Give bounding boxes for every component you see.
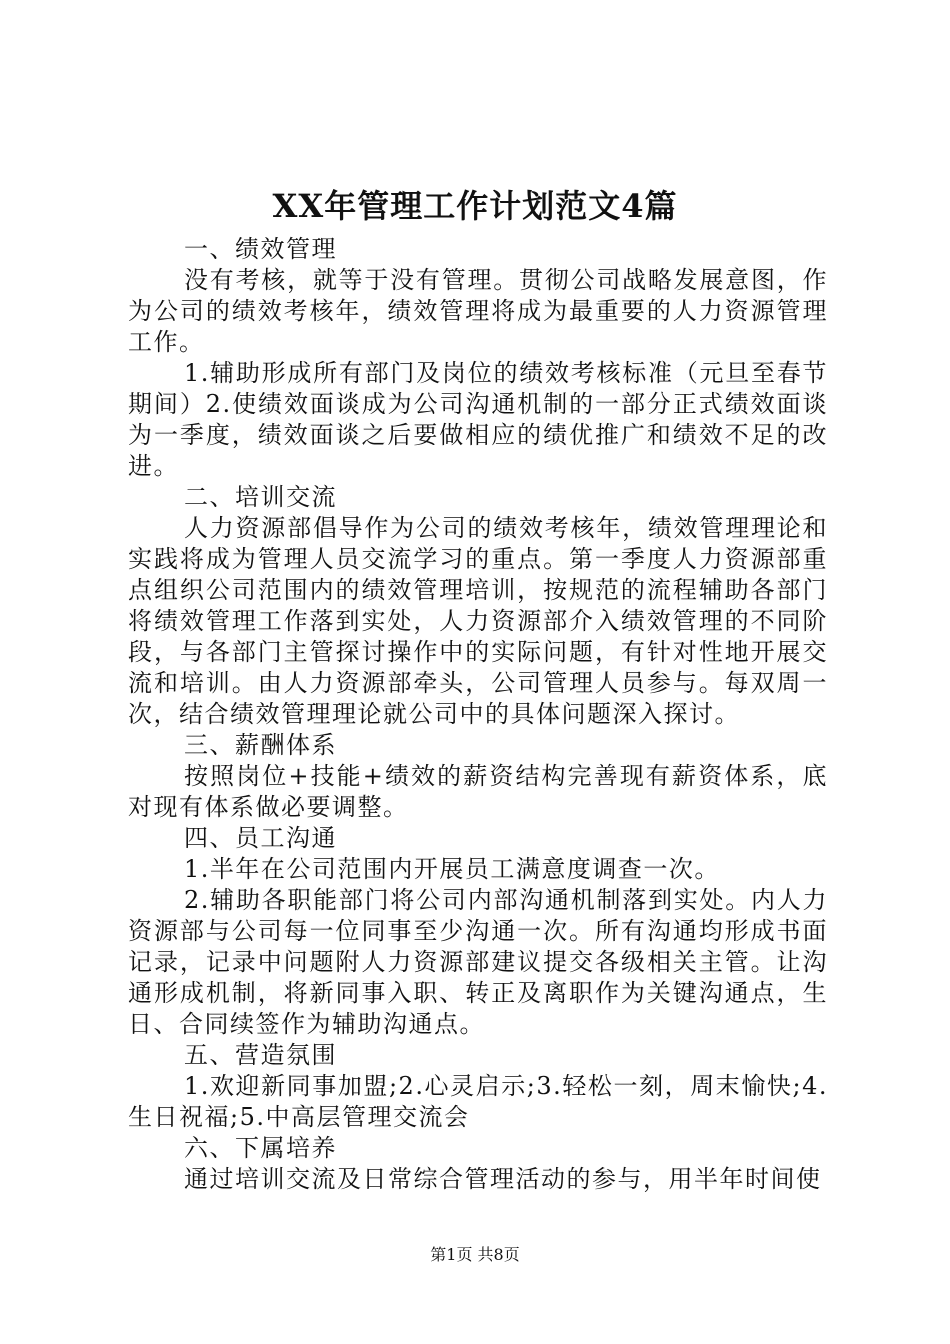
document-title: XX年管理工作计划范文4篇 xyxy=(272,187,678,225)
paragraph: 通过培训交流及日常综合管理活动的参与，用半年时间使 xyxy=(184,1165,822,1193)
paragraph: 1.半年在公司范围内开展员工满意度调查一次。 xyxy=(184,855,720,883)
section-heading-communication: 四、员工沟通 xyxy=(184,824,337,852)
section-heading-salary: 三、薪酬体系 xyxy=(184,731,337,759)
section-heading-performance: 一、绩效管理 xyxy=(184,235,337,263)
document-body xyxy=(128,234,828,1195)
section-heading-training: 二、培训交流 xyxy=(184,483,337,511)
page-number: 第1页 共8页 xyxy=(430,1245,520,1264)
paragraph: 1.欢迎新同事加盟;2.心灵启示;3.轻松一刻，周末愉快;4.生日祝福;5.中高层管理交流会 xyxy=(128,1072,828,1131)
section-heading-atmosphere: 五、营造氛围 xyxy=(184,1041,337,1069)
paragraph: 按照岗位+技能+绩效的薪资结构完善现有薪资体系，底对现有体系做必要调整。 xyxy=(128,762,828,821)
paragraph: 人力资源部倡导作为公司的绩效考核年，绩效管理理论和实践将成为管理人员交流学习的重点。第一季度人力资源部重点组织公司范围内的绩效管理培训，按规范的流程辅助各部门将绩效管理工作落到实处，人力资源部介入绩效管理的不同阶段，与各部门主管探讨操作中的实际问题，有针对性地开展交流和培训。由人力资源部牵头，公司管理人员参与。每双周一次，结合绩效管理理论就公司中的具体问题深入探讨。 xyxy=(128,514,828,728)
section-heading-subordinate-training: 六、下属培养 xyxy=(184,1134,337,1162)
paragraph: 没有考核，就等于没有管理。贯彻公司战略发展意图，作为公司的绩效考核年，绩效管理将成为最重要的人力资源管理工作。 xyxy=(128,266,828,356)
paragraph: 2.辅助各职能部门将公司内部沟通机制落到实处。内人力资源部与公司每一位同事至少沟通一次。所有沟通均形成书面记录，记录中问题附人力资源部建议提交各级相关主管。让沟通形成机制，将新同事入职、转正及离职作为关键沟通点，生日、合同续签作为辅助沟通点。 xyxy=(128,886,828,1038)
paragraph: 1.辅助形成所有部门及岗位的绩效考核标准（元旦至春节期间）2.使绩效面谈成为公司沟通机制的一部分正式绩效面谈为一季度，绩效面谈之后要做相应的绩优推广和绩效不足的改进。 xyxy=(128,359,828,480)
